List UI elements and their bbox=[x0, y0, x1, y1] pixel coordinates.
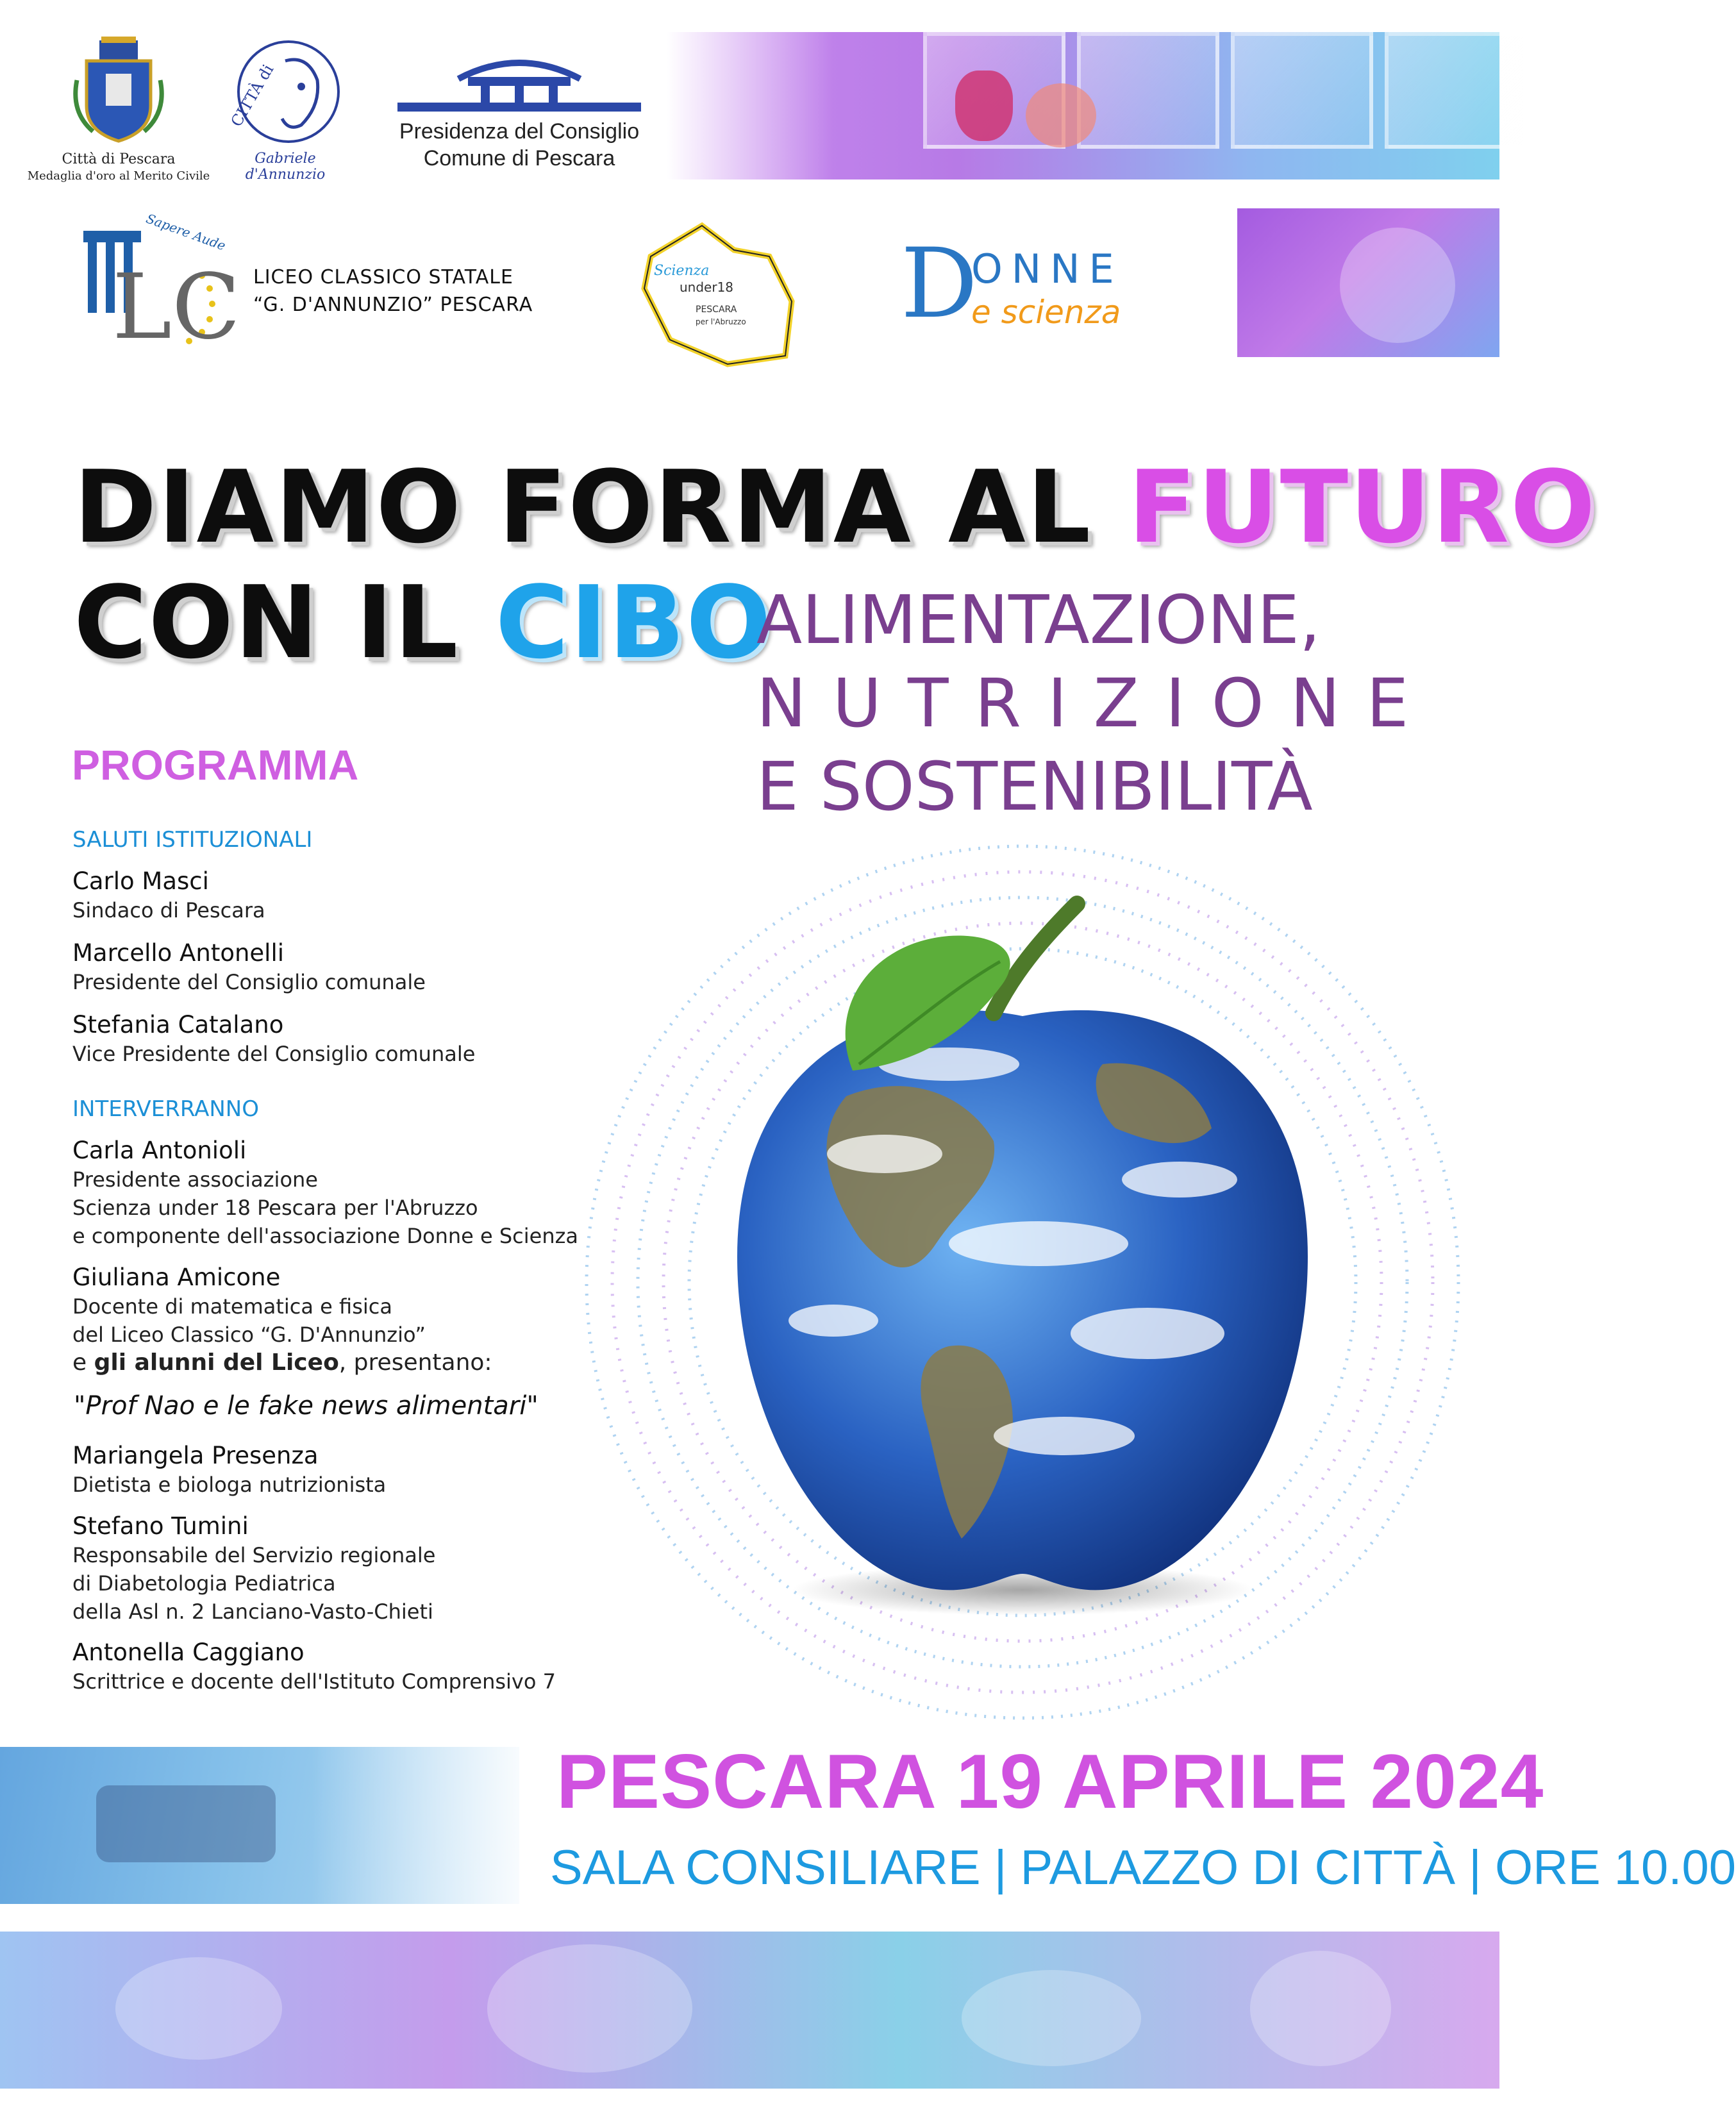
greeting-item bbox=[72, 867, 265, 924]
speaker-role: Presidente associazione bbox=[72, 1167, 318, 1192]
pepper-shape bbox=[955, 71, 1013, 141]
liceo-monogram: LC bbox=[112, 255, 241, 360]
speaker-name: Carla Antonioli bbox=[72, 1137, 247, 1164]
speaker-role: Docente di matematica e fisica bbox=[72, 1294, 392, 1319]
greeting-item bbox=[72, 1010, 475, 1068]
subtitle-line2: N U T R I Z I O N E bbox=[756, 664, 1412, 742]
scienza-city: PESCARA bbox=[696, 305, 737, 315]
title-line2 bbox=[74, 564, 772, 681]
banner-fade bbox=[667, 32, 833, 179]
scienza-region: per l'Abruzzo bbox=[696, 317, 746, 326]
speaker-name: Giuliana Amicone bbox=[72, 1264, 281, 1291]
leaf-shape bbox=[1250, 1951, 1391, 2066]
vr-headset-shape bbox=[96, 1785, 276, 1862]
pescara-subcaption: Medaglia d'oro al Merito Civile bbox=[27, 169, 210, 183]
earth-apple-illustration bbox=[551, 795, 1487, 1731]
photo-tile bbox=[1385, 32, 1527, 149]
talk-title: "Prof Nao e le fake news alimentari" bbox=[74, 1391, 538, 1421]
greeting-role: Sindaco di Pescara bbox=[72, 898, 265, 922]
footer-photo-banner-bottom bbox=[0, 1932, 1499, 2089]
speaker-item bbox=[72, 1136, 578, 1250]
section-interverranno: INTERVERRANNO bbox=[72, 1096, 259, 1122]
speaker-role: Responsabile del Servizio regionale bbox=[72, 1543, 436, 1567]
scienza-text: Scienza bbox=[654, 263, 710, 279]
title-highlight-cibo: CIBO bbox=[495, 564, 772, 681]
speaker-role: Dietista e biologa nutrizionista bbox=[72, 1473, 387, 1497]
header-photo-banner bbox=[667, 32, 1499, 179]
event-date: PESCARA 19 APRILE 2024 bbox=[556, 1739, 1544, 1824]
greeting-item bbox=[72, 939, 426, 996]
title-highlight-futuro: FUTURO bbox=[1128, 449, 1597, 565]
citta-dannunzio-logo bbox=[212, 35, 353, 183]
program-heading: PROGRAMMA bbox=[72, 741, 359, 789]
pescara-coat-of-arms bbox=[64, 35, 173, 144]
speaker-name: Mariangela Presenza bbox=[72, 1442, 319, 1469]
speaker-name: Stefano Tumini bbox=[72, 1512, 249, 1540]
donne-subword: e scienza bbox=[971, 294, 1121, 331]
photo-tile bbox=[1231, 32, 1373, 149]
side-photo-banner bbox=[1237, 208, 1499, 357]
speaker-role: Scienza under 18 Pescara per l'Abruzzo bbox=[72, 1196, 478, 1220]
leaf-shape bbox=[962, 1970, 1141, 2066]
speaker-role-students bbox=[72, 1349, 492, 1377]
subtitle-line1: ALIMENTAZIONE, bbox=[756, 581, 1321, 659]
subtitle-line3: E SOSTENIBILITÀ bbox=[756, 747, 1313, 826]
greeting-name: Carlo Masci bbox=[72, 867, 209, 895]
speaker-role: e componente dell'associazione Donne e Scienza bbox=[72, 1224, 579, 1248]
role-prefix: e bbox=[72, 1349, 94, 1376]
speaker-item bbox=[72, 1263, 492, 1377]
section-saluti: SALUTI ISTITUZIONALI bbox=[72, 827, 313, 853]
liceo-name-line1: LICEO CLASSICO STATALE bbox=[253, 266, 513, 288]
liceo-classico-logo bbox=[74, 210, 241, 362]
under18-text: under18 bbox=[680, 280, 734, 295]
event-venue: SALA CONSILIARE | PALAZZO DI CITTÀ | ORE 10.00 bbox=[550, 1840, 1736, 1895]
title-line1 bbox=[74, 449, 1597, 565]
footer-photo-banner-left bbox=[0, 1747, 519, 1904]
donne-e-scienza-logo bbox=[901, 228, 1157, 340]
speaker-item bbox=[72, 1441, 386, 1499]
speaker-role: Scrittrice e docente dell'Istituto Comprensivo 7 bbox=[72, 1669, 556, 1694]
title-line2-text: CON IL bbox=[74, 564, 496, 681]
liceo-name-line2: “G. D'ANNUNZIO” PESCARA bbox=[253, 294, 533, 316]
donne-word: ONNE bbox=[971, 246, 1123, 292]
liceo-motto: Sapere Aude bbox=[144, 210, 228, 254]
speaker-role: della Asl n. 2 Lanciano-Vasto-Chieti bbox=[72, 1599, 433, 1624]
pescara-caption: Città di Pescara bbox=[62, 151, 176, 167]
greeting-name: Stefania Catalano bbox=[72, 1011, 284, 1039]
leaf-shape bbox=[487, 1944, 692, 2073]
speaker-item bbox=[72, 1512, 435, 1626]
dannunzio-city-text: CITTÀ di bbox=[227, 61, 278, 130]
hand-shape bbox=[1340, 228, 1455, 343]
speaker-role: di Diabetologia Pediatrica bbox=[72, 1571, 336, 1596]
presidenza-line2: Comune di Pescara bbox=[423, 146, 615, 171]
students-highlight: gli alunni del Liceo bbox=[94, 1349, 339, 1376]
dannunzio-signature: Gabriele d'Annunzio bbox=[245, 151, 326, 183]
role-suffix: , presentano: bbox=[338, 1349, 492, 1376]
scienza-under18-logo bbox=[631, 218, 801, 372]
greeting-role: Vice Presidente del Consiglio comunale bbox=[72, 1042, 476, 1066]
leaf-shape bbox=[115, 1957, 282, 2060]
title-line1-text: DIAMO FORMA AL bbox=[74, 449, 1128, 565]
donne-letter: D bbox=[901, 228, 978, 340]
presidenza-consiglio-logo bbox=[397, 50, 641, 185]
presidenza-line1: Presidenza del Consiglio bbox=[399, 119, 640, 144]
speaker-name: Antonella Caggiano bbox=[72, 1639, 305, 1666]
speaker-item bbox=[72, 1638, 556, 1696]
tomato-shape bbox=[1026, 83, 1096, 147]
greeting-name: Marcello Antonelli bbox=[72, 939, 285, 967]
greeting-role: Presidente del Consiglio comunale bbox=[72, 970, 426, 994]
speaker-role: del Liceo Classico “G. D'Annunzio” bbox=[72, 1323, 426, 1347]
photo-tile bbox=[1077, 32, 1219, 149]
